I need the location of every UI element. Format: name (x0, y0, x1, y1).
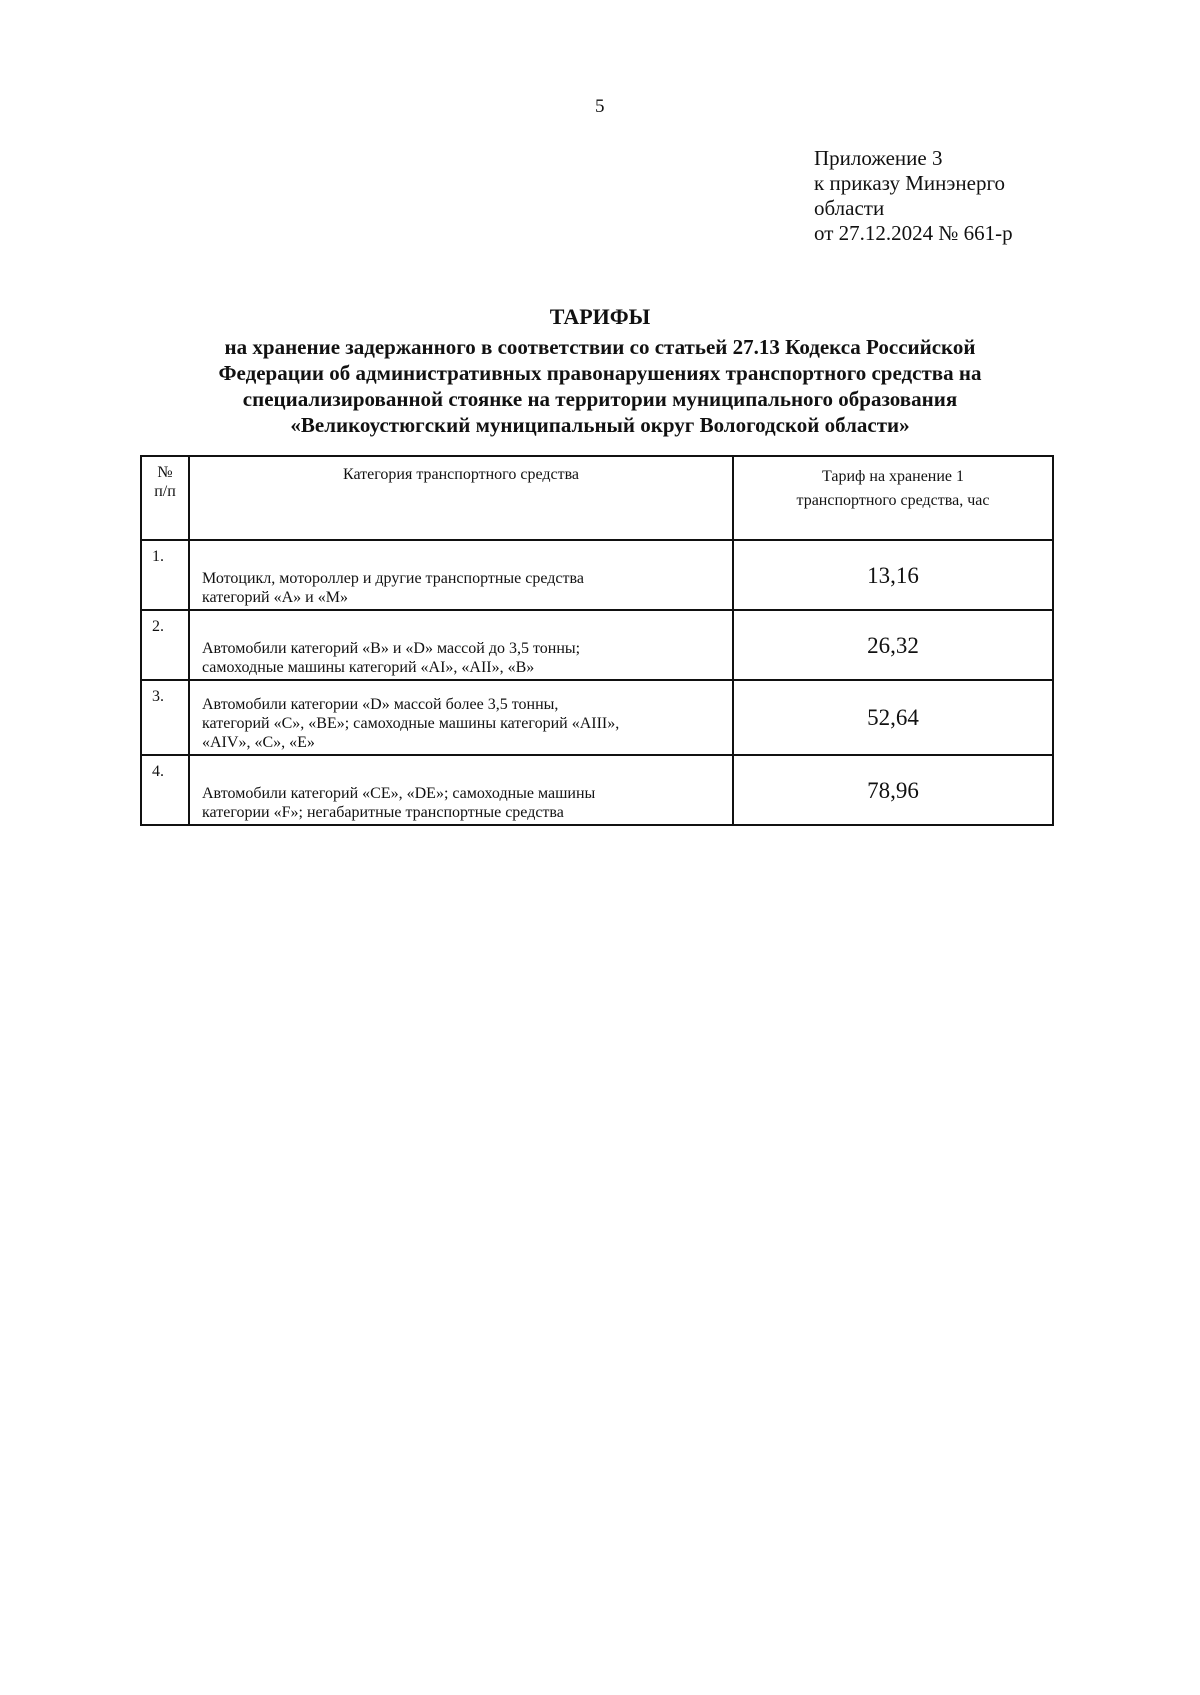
row-tariff: 52,64 (733, 680, 1053, 755)
category-line: Автомобили категорий «СЕ», «DE»; самоходные машины (202, 785, 596, 802)
table-row (141, 540, 1053, 610)
category-line: Автомобили категории «D» массой более 3,5 тонны, (202, 696, 559, 713)
row-tariff: 13,16 (733, 540, 1053, 610)
category-line: категорий «С», «BE»; самоходные машины категорий «AIII», (202, 715, 620, 732)
row-category (189, 610, 733, 680)
table-row (141, 610, 1053, 680)
header-category: Категория транспортного средства (189, 456, 733, 540)
category-line: самоходные машины категорий «AI», «AII», «В» (202, 659, 535, 676)
header-number (141, 456, 189, 540)
row-number: 2. (141, 610, 189, 680)
row-number: 1. (141, 540, 189, 610)
page-number: 5 (595, 96, 605, 117)
row-category (189, 755, 733, 825)
category-line: Мотоцикл, мотороллер и другие транспортные средства (202, 570, 584, 587)
subtitle-line: Федерации об административных правонарушениях транспортного средства на (218, 361, 982, 385)
header-number-label: п/п (154, 483, 176, 500)
appendix-line: от 27.12.2024 № 661-р (814, 221, 1013, 245)
row-tariff: 78,96 (733, 755, 1053, 825)
table-row (141, 680, 1053, 755)
appendix-line: области (814, 196, 885, 220)
appendix-line: к приказу Минэнерго (814, 171, 1006, 195)
appendix-reference (814, 146, 1174, 246)
appendix-line: Приложение 3 (814, 146, 943, 170)
subtitle-line: «Великоустюгский муниципальный округ Вологодской области» (290, 413, 910, 437)
subtitle-line: на хранение задержанного в соответствии со статьей 27.13 Кодекса Российской (224, 335, 976, 359)
subtitle-line: специализированной стоянке на территории муниципального образования (242, 387, 958, 411)
category-line: категории «F»; негабаритные транспортные средства (202, 804, 564, 821)
row-category (189, 540, 733, 610)
row-category (189, 680, 733, 755)
row-tariff: 26,32 (733, 610, 1053, 680)
document-title: ТАРИФЫ (549, 304, 651, 329)
tariffs-table (140, 455, 1054, 826)
header-number-symbol: № (157, 464, 173, 481)
document-subtitle (150, 334, 1050, 438)
row-number: 3. (141, 680, 189, 755)
table-row (141, 755, 1053, 825)
category-line: категорий «А» и «М» (202, 589, 348, 606)
row-number: 4. (141, 755, 189, 825)
category-line: Автомобили категорий «В» и «D» массой до 3,5 тонны; (202, 640, 581, 657)
table-header-row (141, 456, 1053, 540)
header-tariff (733, 456, 1053, 540)
category-line: «AIV», «С», «Е» (202, 734, 315, 751)
header-tariff-line: Тариф на хранение 1 (821, 468, 965, 485)
header-tariff-line: транспортного средства, час (796, 492, 990, 509)
